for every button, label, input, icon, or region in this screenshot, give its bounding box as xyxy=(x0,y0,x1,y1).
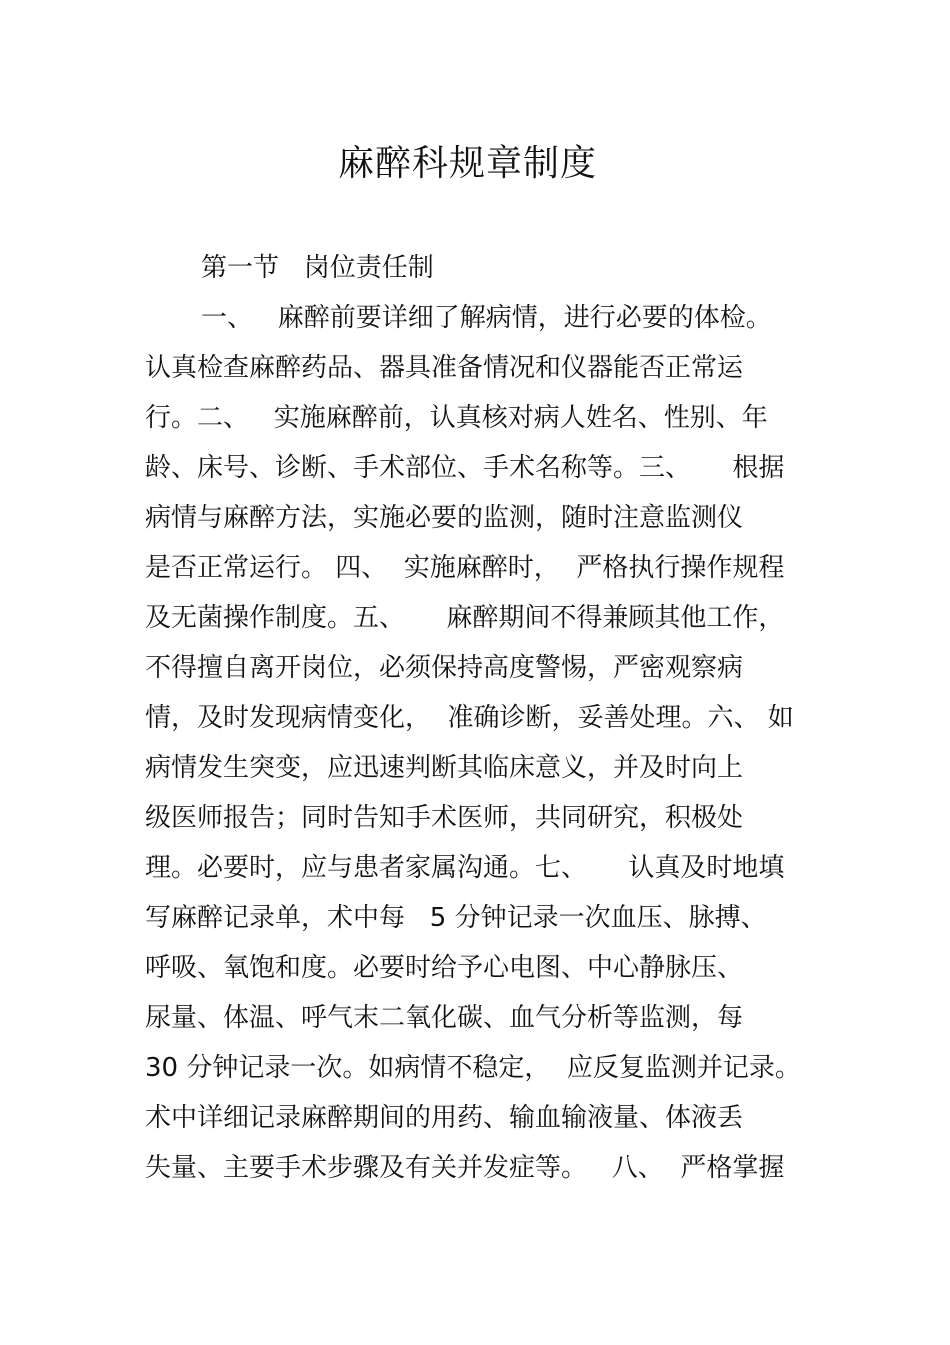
document-title: 麻醉科规章制度 xyxy=(337,143,597,184)
body-line: 理。必要时，应与患者家属沟通。七、 认真及时地填 xyxy=(145,853,785,883)
body-line: 写麻醉记录单，术中每 5 分钟记录一次血压、脉搏、 xyxy=(145,903,767,933)
body-line: 失量、主要手术步骤及有关并发症等。 八、 严格掌握 xyxy=(145,1153,785,1183)
body-line: 30 分钟记录一次。如病情不稳定， 应反复监测并记录。 xyxy=(145,1053,801,1083)
body-line: 及无菌操作制度。五、 麻醉期间不得兼顾其他工作， xyxy=(145,603,785,633)
body-line: 呼吸、氧饱和度。必要时给予心电图、中心静脉压、 xyxy=(145,953,744,983)
body-line: 行。二、 实施麻醉前，认真核对病人姓名、性别、年 xyxy=(145,403,768,433)
body-line: 术中详细记录麻醉期间的用药、输血输液量、体液丢 xyxy=(145,1103,744,1133)
body-line: 级医师报告；同时告知手术医师，共同研究，积极处 xyxy=(145,803,744,833)
body-line: 龄、床号、诊断、手术部位、手术名称等。三、 根据 xyxy=(145,453,785,483)
body-line: 一、 麻醉前要详细了解病情，进行必要的体检。 xyxy=(201,303,772,333)
body-line: 病情发生突变，应迅速判断其临床意义，并及时向上 xyxy=(145,753,744,783)
body-line: 病情与麻醉方法，实施必要的监测，随时注意监测仪 xyxy=(145,503,744,533)
body-line: 不得擅自离开岗位，必须保持高度警惕，严密观察病 xyxy=(145,653,744,683)
body-line: 尿量、体温、呼气末二氧化碳、血气分析等监测，每 xyxy=(145,1003,744,1033)
body-line: 是否正常运行。 四、 实施麻醉时， 严格执行操作规程 xyxy=(145,553,785,583)
body-line: 情，及时发现病情变化， 准确诊断，妥善处理。六、 如 xyxy=(145,703,794,733)
body-text xyxy=(145,298,825,1198)
body-line: 认真检查麻醉药品、器具准备情况和仪器能否正常运 xyxy=(145,353,744,383)
section-heading: 第一节 岗位责任制 xyxy=(201,253,434,283)
